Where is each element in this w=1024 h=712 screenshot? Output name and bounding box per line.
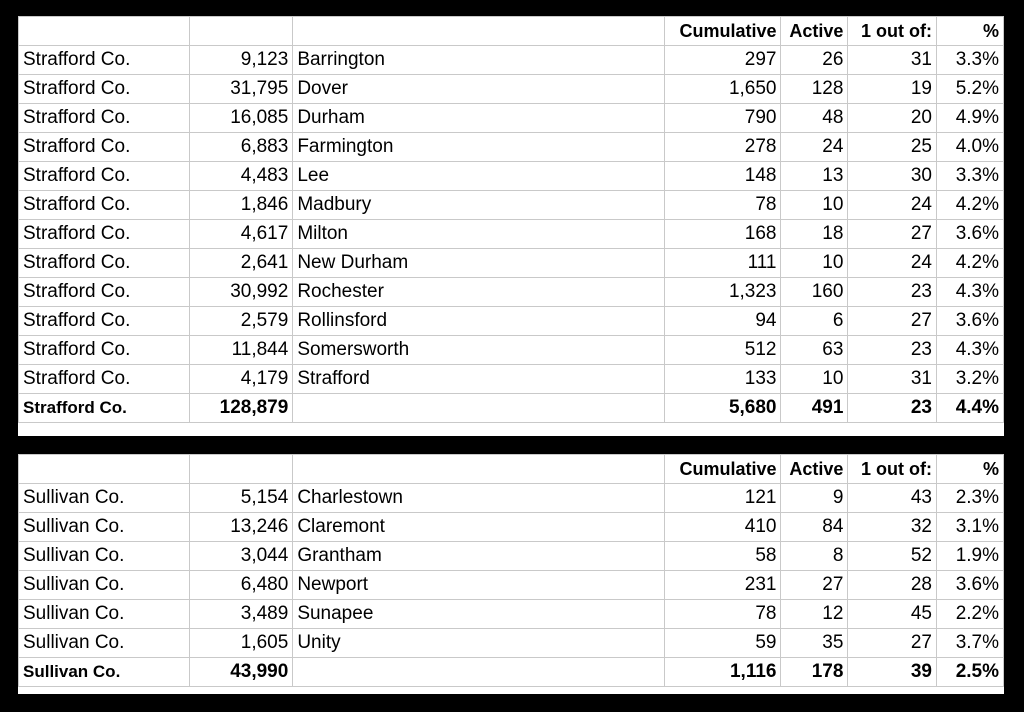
- county-cell: Strafford Co.: [19, 104, 190, 133]
- population-cell: 2,579: [189, 307, 293, 336]
- population-cell: 43,990: [189, 658, 293, 687]
- cumulative-cell: 111: [664, 249, 781, 278]
- town-cell: Lee: [293, 162, 665, 191]
- table-row: [19, 104, 1004, 133]
- active-cell: 178: [781, 658, 848, 687]
- population-cell: 11,844: [189, 336, 293, 365]
- percent-cell: 2.5%: [937, 658, 1004, 687]
- town-cell: Claremont: [293, 513, 665, 542]
- active-cell: 491: [781, 394, 848, 423]
- table-row: [19, 249, 1004, 278]
- table-row: [19, 365, 1004, 394]
- cumulative-cell: 1,116: [664, 658, 781, 687]
- cumulative-cell: 278: [664, 133, 781, 162]
- active-cell: 27: [781, 571, 848, 600]
- one-out-of-cell: 23: [848, 336, 937, 365]
- percent-cell: 4.9%: [937, 104, 1004, 133]
- header-cumulative: Cumulative: [664, 17, 781, 46]
- header-one-out-of: 1 out of:: [848, 17, 937, 46]
- county-cell: Strafford Co.: [19, 307, 190, 336]
- county-cell: Strafford Co.: [19, 278, 190, 307]
- town-cell: Milton: [293, 220, 665, 249]
- table-row: [19, 542, 1004, 571]
- one-out-of-cell: 20: [848, 104, 937, 133]
- one-out-of-cell: 31: [848, 365, 937, 394]
- cumulative-cell: 121: [664, 484, 781, 513]
- one-out-of-cell: 28: [848, 571, 937, 600]
- sullivan-table-body: [19, 455, 1004, 687]
- cumulative-cell: 1,650: [664, 75, 781, 104]
- percent-cell: 4.2%: [937, 191, 1004, 220]
- population-cell: 3,489: [189, 600, 293, 629]
- town-cell: Durham: [293, 104, 665, 133]
- header-percent: %: [937, 455, 1004, 484]
- percent-cell: 3.6%: [937, 571, 1004, 600]
- population-cell: 1,605: [189, 629, 293, 658]
- percent-cell: 4.3%: [937, 278, 1004, 307]
- active-cell: 18: [781, 220, 848, 249]
- county-cell: Sullivan Co.: [19, 600, 190, 629]
- active-cell: 63: [781, 336, 848, 365]
- active-cell: 128: [781, 75, 848, 104]
- active-cell: 26: [781, 46, 848, 75]
- town-cell: Unity: [293, 629, 665, 658]
- cumulative-cell: 168: [664, 220, 781, 249]
- active-cell: 10: [781, 249, 848, 278]
- table-row: [19, 162, 1004, 191]
- percent-cell: 5.2%: [937, 75, 1004, 104]
- cumulative-cell: 790: [664, 104, 781, 133]
- header-empty-cell: [189, 455, 293, 484]
- one-out-of-cell: 27: [848, 629, 937, 658]
- table-row: [19, 600, 1004, 629]
- cumulative-cell: 148: [664, 162, 781, 191]
- county-cell: Strafford Co.: [19, 336, 190, 365]
- table-row: [19, 513, 1004, 542]
- county-cell: Sullivan Co.: [19, 484, 190, 513]
- percent-cell: 1.9%: [937, 542, 1004, 571]
- one-out-of-cell: 19: [848, 75, 937, 104]
- cumulative-cell: 410: [664, 513, 781, 542]
- table-row: [19, 191, 1004, 220]
- town-cell: [293, 394, 665, 423]
- active-cell: 160: [781, 278, 848, 307]
- header-active: Active: [781, 17, 848, 46]
- cumulative-cell: 231: [664, 571, 781, 600]
- population-cell: 4,179: [189, 365, 293, 394]
- active-cell: 48: [781, 104, 848, 133]
- percent-cell: 3.6%: [937, 307, 1004, 336]
- percent-cell: 3.3%: [937, 46, 1004, 75]
- population-cell: 3,044: [189, 542, 293, 571]
- town-cell: Newport: [293, 571, 665, 600]
- percent-cell: 3.3%: [937, 162, 1004, 191]
- cumulative-cell: 59: [664, 629, 781, 658]
- cumulative-cell: 94: [664, 307, 781, 336]
- county-cell: Strafford Co.: [19, 394, 190, 423]
- town-cell: Strafford: [293, 365, 665, 394]
- cumulative-cell: 5,680: [664, 394, 781, 423]
- table-row: [19, 629, 1004, 658]
- cumulative-cell: 133: [664, 365, 781, 394]
- cumulative-cell: 1,323: [664, 278, 781, 307]
- header-row: [19, 17, 1004, 46]
- cumulative-cell: 78: [664, 191, 781, 220]
- cumulative-cell: 512: [664, 336, 781, 365]
- population-cell: 9,123: [189, 46, 293, 75]
- active-cell: 35: [781, 629, 848, 658]
- county-cell: Strafford Co.: [19, 191, 190, 220]
- active-cell: 24: [781, 133, 848, 162]
- county-cell: Sullivan Co.: [19, 629, 190, 658]
- county-cell: Strafford Co.: [19, 133, 190, 162]
- header-empty-cell: [293, 455, 665, 484]
- one-out-of-cell: 25: [848, 133, 937, 162]
- percent-cell: 3.6%: [937, 220, 1004, 249]
- one-out-of-cell: 31: [848, 46, 937, 75]
- county-cell: Strafford Co.: [19, 365, 190, 394]
- header-empty-cell: [19, 455, 190, 484]
- town-cell: New Durham: [293, 249, 665, 278]
- town-cell: Charlestown: [293, 484, 665, 513]
- header-empty-cell: [293, 17, 665, 46]
- table-row: [19, 484, 1004, 513]
- percent-cell: 2.3%: [937, 484, 1004, 513]
- header-active: Active: [781, 455, 848, 484]
- town-cell: Rollinsford: [293, 307, 665, 336]
- cumulative-cell: 58: [664, 542, 781, 571]
- percent-cell: 4.3%: [937, 336, 1004, 365]
- one-out-of-cell: 24: [848, 191, 937, 220]
- town-cell: Somersworth: [293, 336, 665, 365]
- active-cell: 12: [781, 600, 848, 629]
- population-cell: 4,617: [189, 220, 293, 249]
- active-cell: 84: [781, 513, 848, 542]
- header-cumulative: Cumulative: [664, 455, 781, 484]
- percent-cell: 4.2%: [937, 249, 1004, 278]
- percent-cell: 3.1%: [937, 513, 1004, 542]
- county-cell: Strafford Co.: [19, 249, 190, 278]
- percent-cell: 4.4%: [937, 394, 1004, 423]
- active-cell: 13: [781, 162, 848, 191]
- strafford-table: [18, 16, 1004, 423]
- active-cell: 8: [781, 542, 848, 571]
- town-cell: Dover: [293, 75, 665, 104]
- table-row: [19, 46, 1004, 75]
- town-cell: Grantham: [293, 542, 665, 571]
- total-row: [19, 394, 1004, 423]
- one-out-of-cell: 23: [848, 394, 937, 423]
- population-cell: 128,879: [189, 394, 293, 423]
- county-cell: Strafford Co.: [19, 220, 190, 249]
- county-cell: Strafford Co.: [19, 75, 190, 104]
- county-cell: Strafford Co.: [19, 46, 190, 75]
- one-out-of-cell: 30: [848, 162, 937, 191]
- town-cell: Sunapee: [293, 600, 665, 629]
- table-row: [19, 336, 1004, 365]
- county-cell: Sullivan Co.: [19, 542, 190, 571]
- town-cell: Rochester: [293, 278, 665, 307]
- population-cell: 6,480: [189, 571, 293, 600]
- table-row: [19, 307, 1004, 336]
- town-cell: [293, 658, 665, 687]
- active-cell: 9: [781, 484, 848, 513]
- population-cell: 6,883: [189, 133, 293, 162]
- cumulative-cell: 297: [664, 46, 781, 75]
- table-row: [19, 220, 1004, 249]
- one-out-of-cell: 52: [848, 542, 937, 571]
- town-cell: Madbury: [293, 191, 665, 220]
- table-row: [19, 571, 1004, 600]
- population-cell: 5,154: [189, 484, 293, 513]
- cumulative-cell: 78: [664, 600, 781, 629]
- header-one-out-of: 1 out of:: [848, 455, 937, 484]
- active-cell: 10: [781, 365, 848, 394]
- population-cell: 30,992: [189, 278, 293, 307]
- town-cell: Farmington: [293, 133, 665, 162]
- population-cell: 1,846: [189, 191, 293, 220]
- table-row: [19, 133, 1004, 162]
- county-cell: Strafford Co.: [19, 162, 190, 191]
- percent-cell: 3.7%: [937, 629, 1004, 658]
- table-row: [19, 75, 1004, 104]
- percent-cell: 3.2%: [937, 365, 1004, 394]
- population-cell: 31,795: [189, 75, 293, 104]
- town-cell: Barrington: [293, 46, 665, 75]
- one-out-of-cell: 27: [848, 307, 937, 336]
- one-out-of-cell: 32: [848, 513, 937, 542]
- total-row: [19, 658, 1004, 687]
- header-empty-cell: [19, 17, 190, 46]
- one-out-of-cell: 45: [848, 600, 937, 629]
- county-cell: Sullivan Co.: [19, 571, 190, 600]
- strafford-county-table: [18, 16, 1004, 436]
- county-cell: Sullivan Co.: [19, 513, 190, 542]
- active-cell: 6: [781, 307, 848, 336]
- one-out-of-cell: 23: [848, 278, 937, 307]
- percent-cell: 2.2%: [937, 600, 1004, 629]
- county-cell: Sullivan Co.: [19, 658, 190, 687]
- active-cell: 10: [781, 191, 848, 220]
- header-percent: %: [937, 17, 1004, 46]
- header-row: [19, 455, 1004, 484]
- one-out-of-cell: 39: [848, 658, 937, 687]
- one-out-of-cell: 43: [848, 484, 937, 513]
- table-row: [19, 278, 1004, 307]
- population-cell: 4,483: [189, 162, 293, 191]
- population-cell: 16,085: [189, 104, 293, 133]
- population-cell: 13,246: [189, 513, 293, 542]
- sullivan-table: [18, 454, 1004, 687]
- one-out-of-cell: 24: [848, 249, 937, 278]
- sullivan-county-table: [18, 454, 1004, 694]
- percent-cell: 4.0%: [937, 133, 1004, 162]
- population-cell: 2,641: [189, 249, 293, 278]
- header-empty-cell: [189, 17, 293, 46]
- strafford-table-body: [19, 17, 1004, 423]
- one-out-of-cell: 27: [848, 220, 937, 249]
